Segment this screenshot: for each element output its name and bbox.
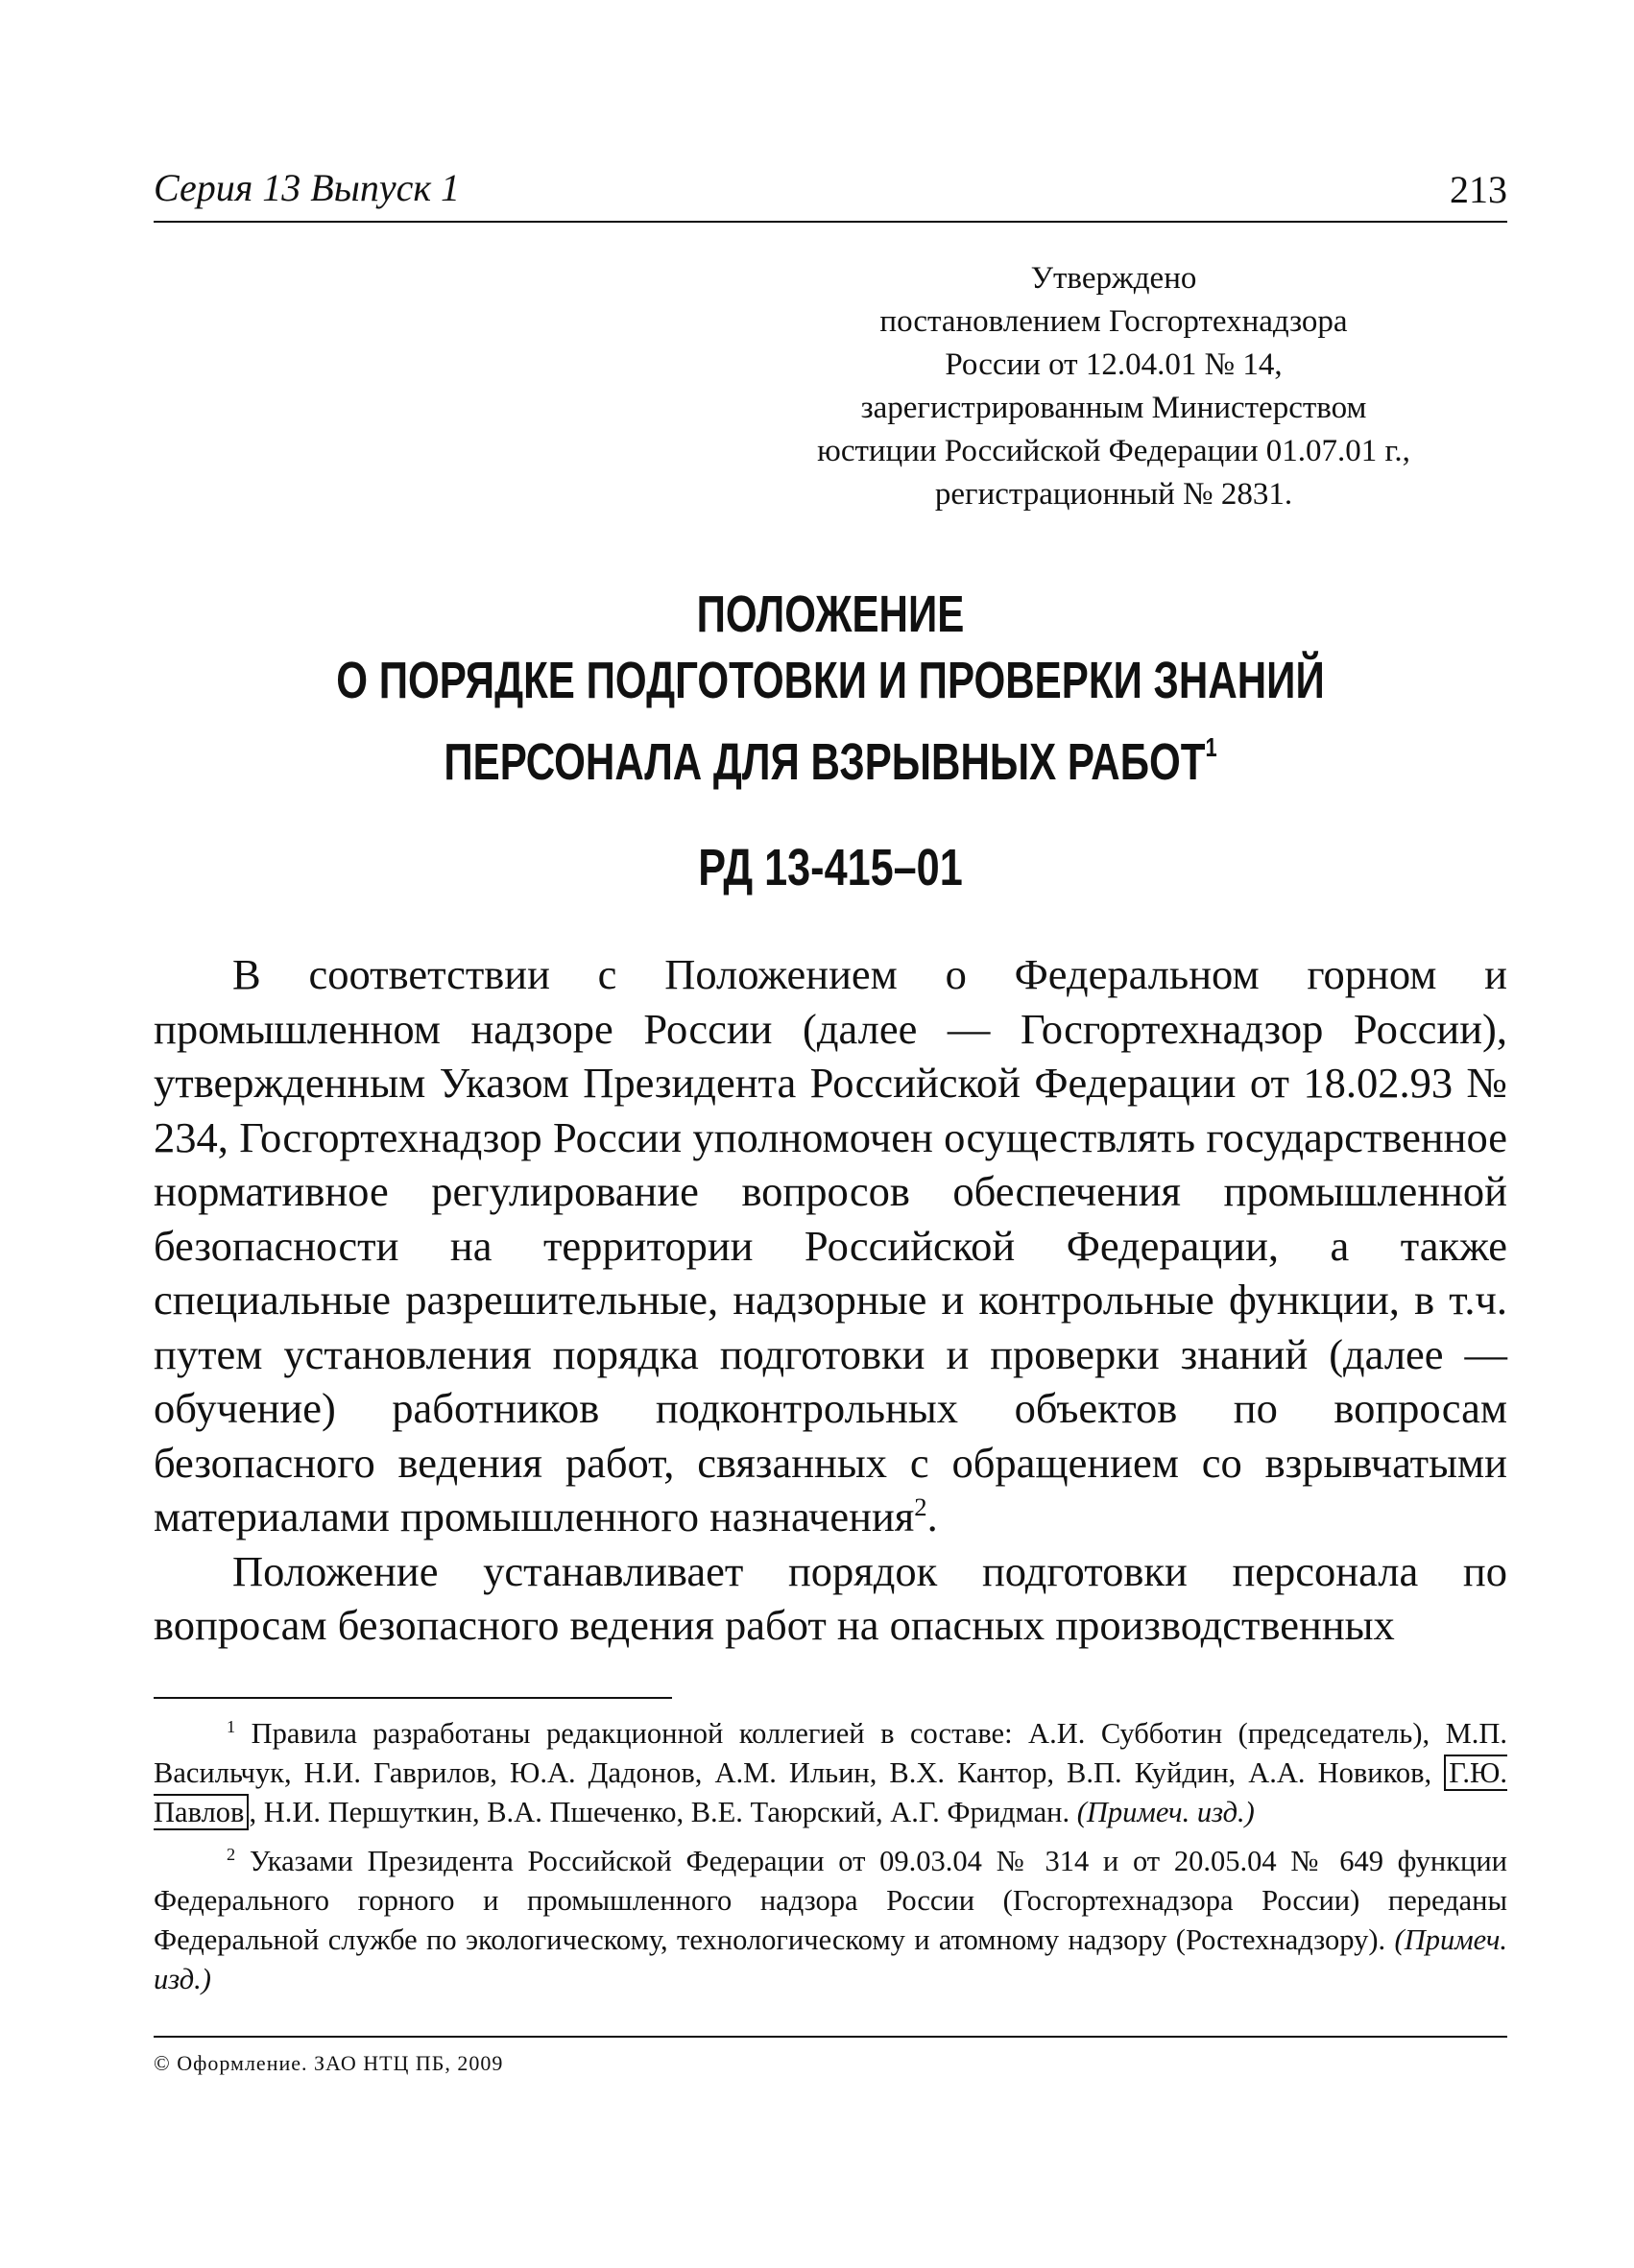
document-code: РД 13-415–01 <box>698 839 963 896</box>
footnote-mark-2: 2 <box>914 1492 927 1522</box>
series-issue: Серия 13 Выпуск 1 <box>154 166 461 209</box>
document-page <box>154 163 1507 2076</box>
paragraph-2: Положение устанавливает порядок подготовки персонала по вопросам безопасного ведения работ на опасных производственных <box>154 1546 1507 1649</box>
footnote-2-note: (Примеч. изд.) <box>154 1922 1507 1995</box>
title-line-3-text: ПЕРСОНАЛА ДЛЯ ВЗРЫВНЫХ РАБОТ <box>444 733 1206 791</box>
page-number: 213 <box>1450 168 1507 211</box>
title-line-3 <box>302 714 1358 796</box>
paragraph-1-end: . <box>926 1492 938 1540</box>
footnote-1 <box>154 1714 1507 1832</box>
approval-line: юстиции Российской Федерации 01.07.01 г., <box>817 434 1410 468</box>
footnotes <box>154 1714 1507 1999</box>
footnote-1-note: (Примеч. изд.) <box>1076 1795 1255 1828</box>
approval-line: зарегистрированным Министерством <box>860 391 1367 425</box>
footnote-2 <box>154 1842 1507 1999</box>
footnote-1-mark: 1 <box>227 1716 236 1736</box>
footnote-2-mark: 2 <box>227 1844 236 1864</box>
approval-block <box>778 257 1450 516</box>
footnote-1-boxed-name: Г.Ю. Павлов <box>154 1755 1508 1828</box>
footnote-1-text-a: Правила разработаны редакционной коллегией в составе: А.И. Субботин (председатель), М.П. Васильчук, Н.И. Гаврилов, Ю.А. Дадонов, А.М. Ильин, В.Х. Кантор, В.П. Куйдин, А.А. Новиков, <box>154 1716 1507 1789</box>
document-title <box>302 582 1358 796</box>
approval-line: России от 12.04.01 № 14, <box>945 347 1283 382</box>
footnote-2-text: Указами Президента Российской Федерации от 09.03.04 № 314 и от 20.05.04 № 649 функции Федерального горного и промышленного надзора России (Госгортехнадзора России) переданы Федеральной службе по экологическому, технологическому и атомному надзору (Ростехнадзору). <box>154 1844 1508 1956</box>
footnote-1-text-b: , Н.И. Першуткин, В.А. Пшеченко, В.Е. Таюрский, А.Г. Фридман. <box>249 1795 1070 1828</box>
approval-line: постановлением Госгортехнадзора <box>879 304 1348 339</box>
body-text <box>154 947 1507 1653</box>
title-line-1: ПОЛОЖЕНИЕ <box>696 585 965 643</box>
paragraph-1 <box>154 947 1507 1544</box>
footnote-rule <box>154 1697 672 1699</box>
paragraph-1-text: В соответствии с Положением о Федеральном горном и промышленном надзоре России (далее — Госгортехнадзор России), утвержденным Указом Президента Российской Федерации от 18.02.93 № 234, Госгортехнадзор России уполномочен осуществлять государственное нормативное регулирование вопросов обеспечения промышленной безопасности на территории Российской Федерации, а также специальные разрешительные, надзорные и контрольные функции, в т.ч. путем установления порядка подготовки и проверки знаний (далее — обучение) работников подконтрольных объектов по вопросам безопасного ведения работ, связанных с обращением со взрывчатыми материалами промышленного назначения <box>154 950 1507 1540</box>
footnote-mark-1: 1 <box>1205 732 1217 762</box>
copyright-notice: © Оформление. ЗАО НТЦ ПБ, 2009 <box>154 2036 1507 2076</box>
title-line-2: О ПОРЯДКЕ ПОДГОТОВКИ И ПРОВЕРКИ ЗНАНИЙ <box>336 652 1325 709</box>
running-header <box>154 163 1507 223</box>
approval-line: Утверждено <box>1030 261 1197 296</box>
approval-line: регистрационный № 2831. <box>934 477 1293 512</box>
